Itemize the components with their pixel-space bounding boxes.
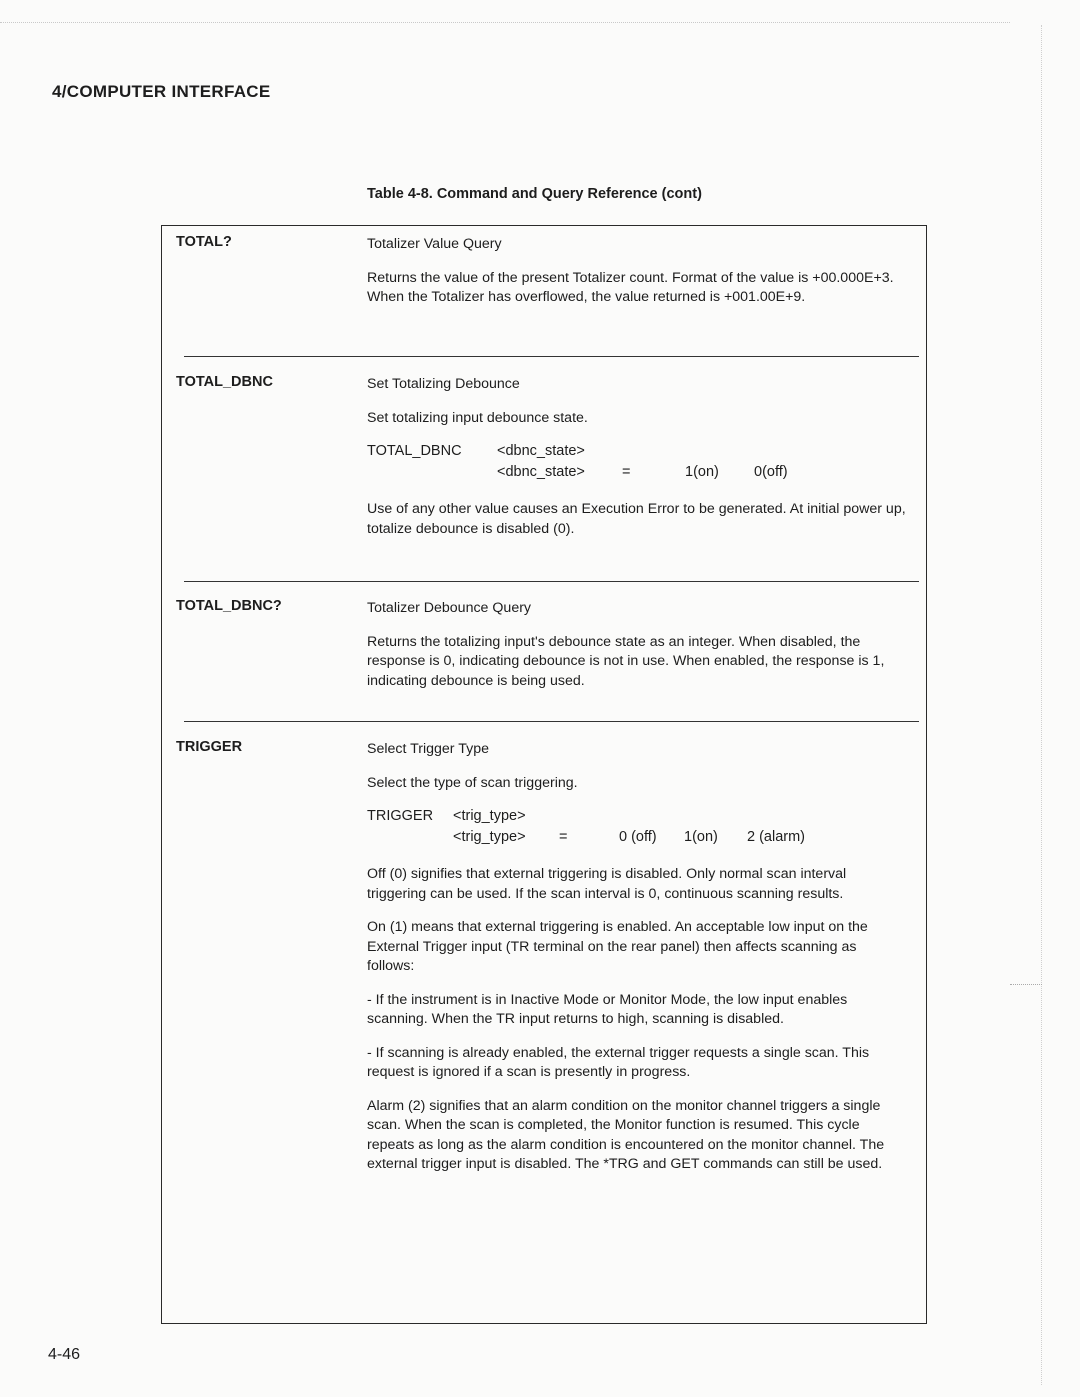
page-top-rule — [0, 22, 1010, 23]
syntax-value: 0 (off) — [619, 829, 657, 845]
command-description — [367, 740, 907, 1189]
page-number: 4-46 — [48, 1346, 81, 1363]
description-paragraph: Off (0) signifies that external triggering is disabled. Only normal scan interval triggering can be used. If the scan interval is 0, continuous scanning results. — [367, 866, 847, 902]
syntax-parameter-definition: <dbnc_state> — [497, 464, 585, 480]
syntax-value: 1(on) — [684, 829, 718, 845]
command-name: TOTAL? — [176, 234, 232, 250]
description-paragraph: Use of any other value causes an Execution Error to be generated. At initial power up, totalize debounce is disabled (0). — [367, 501, 906, 537]
syntax-equals: = — [559, 829, 568, 845]
command-syntax — [367, 442, 907, 486]
command-title: Totalizer Value Query — [367, 236, 502, 252]
command-description — [367, 235, 907, 322]
command-reference-table — [161, 225, 927, 1324]
command-description — [367, 375, 907, 553]
description-paragraph: On (1) means that external triggering is enabled. An acceptable low input on the External Trigger input (TR terminal on the rear panel) then affects scanning as follows: — [367, 919, 868, 974]
command-title: Set Totalizing Debounce — [367, 376, 520, 392]
syntax-value: 2 (alarm) — [747, 829, 806, 845]
row-divider — [184, 581, 919, 582]
description-paragraph: Returns the value of the present Totalizer count. Format of the value is +00.000E+3. When the Totalizer has overflowed, the value returned is +001.00E+9. — [367, 269, 894, 305]
syntax-value: 0(off) — [754, 464, 788, 480]
page-edge-tick — [1010, 984, 1042, 985]
description-paragraph: - If the instrument is in Inactive Mode or Monitor Mode, the low input enables scanning. When the TR input returns to high, scanning is disabled. — [367, 991, 848, 1027]
command-name: TOTAL_DBNC? — [176, 598, 282, 614]
description-paragraph: Select the type of scan triggering. — [367, 774, 578, 791]
row-divider — [184, 356, 919, 357]
syntax-command: TOTAL_DBNC — [367, 443, 462, 459]
command-description — [367, 599, 907, 705]
description-paragraph: Set totalizing input debounce state. — [367, 409, 588, 426]
syntax-parameter-definition: <trig_type> — [453, 829, 526, 845]
syntax-equals: = — [622, 464, 631, 480]
table-caption: Table 4-8. Command and Query Reference (cont) — [367, 186, 702, 202]
syntax-parameter: <trig_type> — [453, 808, 526, 824]
command-name: TOTAL_DBNC — [176, 374, 273, 390]
command-syntax — [367, 807, 907, 851]
command-title: Totalizer Debounce Query — [367, 600, 532, 616]
command-title: Select Trigger Type — [367, 741, 489, 757]
chapter-heading: 4/COMPUTER INTERFACE — [52, 82, 271, 101]
description-paragraph: - If scanning is already enabled, the external trigger requests a single scan. This request is ignored if a scan is presently in progress. — [367, 1044, 870, 1080]
syntax-value: 1(on) — [685, 464, 719, 480]
syntax-parameter: <dbnc_state> — [497, 443, 585, 459]
description-paragraph: Alarm (2) signifies that an alarm condition on the monitor channel triggers a single scan. When the scan is completed, the Monitor function is resumed. This cycle repeats as long as the alarm condition is encountered on the monitor channel. The external trigger input is disabled. The *TRG and GET commands can still be used. — [367, 1097, 885, 1172]
command-name: TRIGGER — [176, 739, 243, 755]
page-right-edge-rule — [1041, 25, 1042, 1385]
row-divider — [184, 721, 919, 722]
syntax-command: TRIGGER — [367, 808, 434, 824]
description-paragraph: Returns the totalizing input's debounce state as an integer. When disabled, the response is 0, indicating debounce is not in use. When enabled, the response is 1, indicating debounce is being used. — [367, 633, 885, 689]
